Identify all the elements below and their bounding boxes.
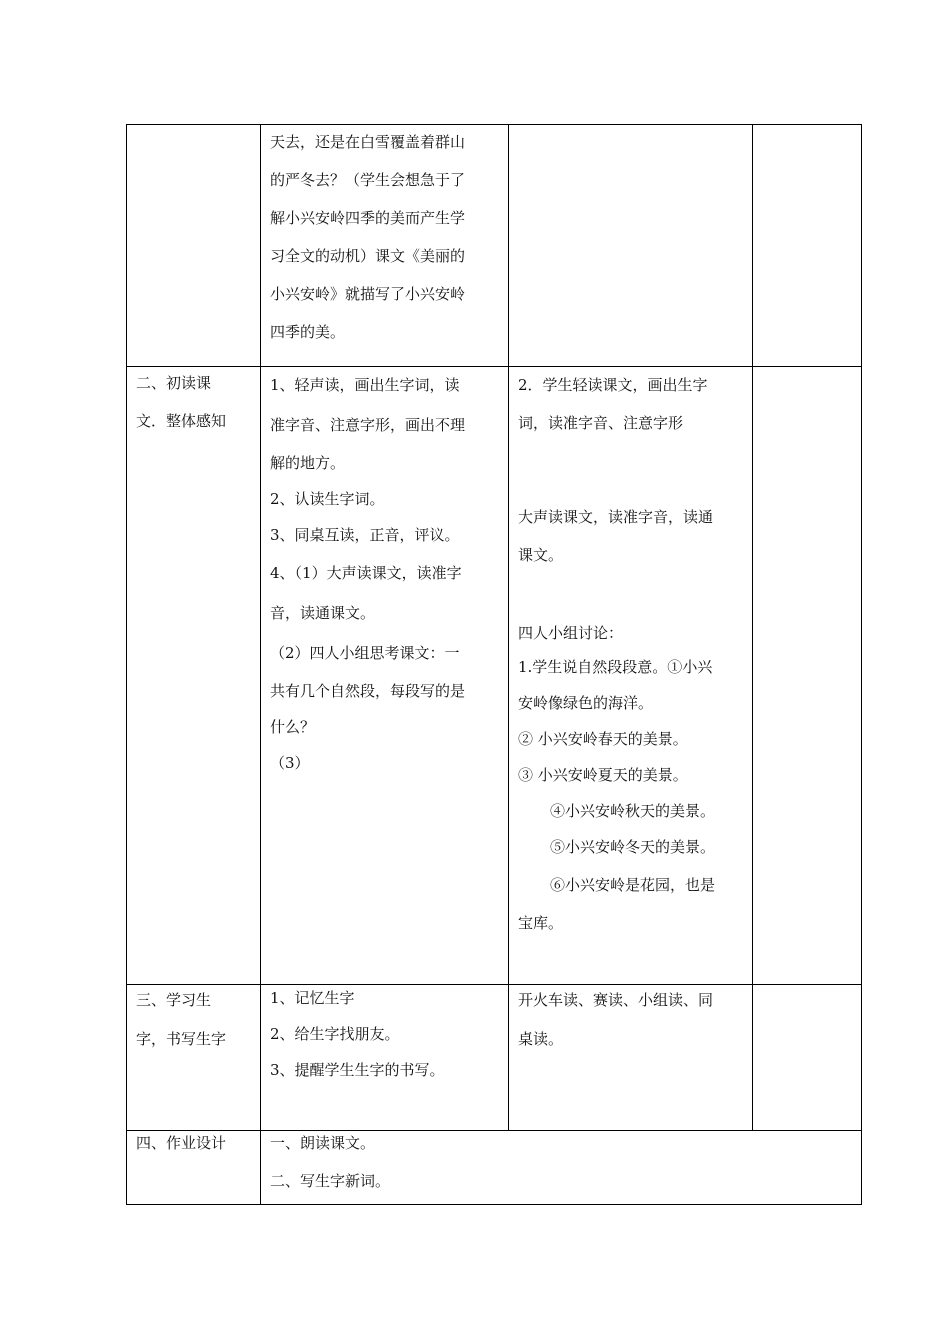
- text-line: 三、学习生: [136, 991, 212, 1009]
- text-line: 天去，还是在白雪覆盖着群山: [270, 133, 466, 151]
- text-line: 词，读准字音、注意字形: [518, 414, 684, 432]
- text-line: 1、记忆生字: [270, 989, 355, 1007]
- table-border-right: [861, 124, 862, 1205]
- column-divider: [260, 124, 261, 1205]
- text-line: 二、初读课: [136, 374, 212, 392]
- text-line: （3）: [270, 754, 310, 772]
- text-line: 1.学生说自然段段意。①小兴: [518, 658, 713, 676]
- text-line: 开火车读、赛读、小组读、同: [518, 991, 714, 1009]
- text-line: 四季的美。: [270, 323, 346, 341]
- homework-cell: [270, 1124, 850, 1200]
- text-line: 1、轻声读，画出生字词，读: [270, 376, 460, 394]
- table-border-bottom: [126, 1204, 862, 1205]
- text-line: 小兴安岭》就描写了小兴安岭: [270, 285, 466, 303]
- text-line: 2．学生轻读课文，画出生字: [518, 376, 708, 394]
- text-line: 习全文的动机）课文《美丽的: [270, 247, 466, 265]
- text-line: ④小兴安岭秋天的美景。: [550, 802, 716, 820]
- text-line: 一、朗读课文。: [270, 1134, 376, 1152]
- text-line: 解小兴安岭四季的美而产生学: [270, 209, 466, 227]
- stage-cell: [136, 980, 258, 1058]
- student-activity-cell: [518, 980, 750, 1058]
- text-line: 课文。: [518, 546, 564, 564]
- text-line: 什么？: [270, 718, 316, 736]
- text-line: 字，书写生字: [136, 1030, 227, 1048]
- text-line: 2、认读生字词。: [270, 490, 385, 508]
- text-line: 4、（1）大声读课文，读准字: [270, 564, 462, 582]
- text-line: ③ 小兴安岭夏天的美景。: [518, 766, 688, 784]
- text-line: 3、同桌互读，正音，评议。: [270, 526, 460, 544]
- text-line: 共有几个自然段，每段写的是: [270, 682, 466, 700]
- teacher-activity-cell: [270, 123, 506, 351]
- text-line: 文．整体感知: [136, 412, 227, 430]
- text-line: [518, 441, 750, 497]
- lesson-plan-table: [126, 124, 862, 1205]
- text-line: 安岭像绿色的海洋。: [518, 694, 654, 712]
- stage-cell: [136, 364, 258, 440]
- column-divider: [752, 124, 753, 1131]
- text-line: ② 小兴安岭春天的美景。: [518, 730, 688, 748]
- text-line: 二、写生字新词。: [270, 1172, 391, 1190]
- table-border-left: [126, 124, 127, 1205]
- teacher-activity-cell: [270, 980, 506, 1088]
- text-line: 的严冬去？（学生会想急于了: [270, 171, 466, 189]
- text-line: [518, 573, 750, 617]
- text-line: 准字音、注意字形，画出不理: [270, 416, 466, 434]
- text-line: ⑥小兴安岭是花园，也是: [550, 876, 716, 894]
- text-line: 音，读通课文。: [270, 604, 376, 622]
- student-activity-cell: [518, 365, 750, 941]
- text-line: 宝库。: [518, 914, 564, 932]
- text-line: 桌读。: [518, 1030, 564, 1048]
- text-line: ⑤小兴安岭冬天的美景。: [550, 838, 716, 856]
- text-line: 3、提醒学生生字的书写。: [270, 1061, 445, 1079]
- text-line: 四人小组讨论：: [518, 624, 624, 642]
- text-line: 大声读课文，读准字音，读通: [518, 508, 714, 526]
- teacher-activity-cell: [270, 365, 506, 781]
- text-line: 2、给生字找朋友。: [270, 1025, 400, 1043]
- text-line: 四、作业设计: [136, 1134, 227, 1152]
- column-divider: [508, 124, 509, 1131]
- text-line: （2）四人小组思考课文：一: [270, 644, 460, 662]
- text-line: 解的地方。: [270, 454, 346, 472]
- stage-cell: [136, 1124, 258, 1162]
